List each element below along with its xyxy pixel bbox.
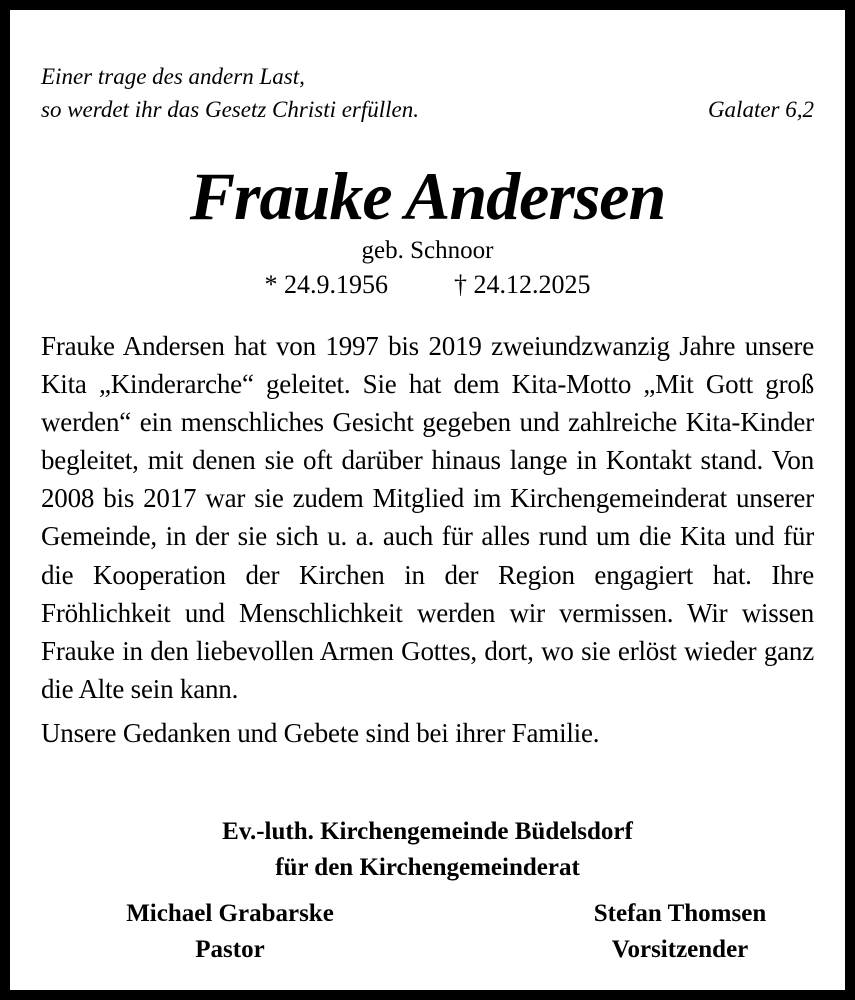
- signatory-role: Pastor: [195, 936, 265, 963]
- maiden-name: geb. Schnoor: [361, 237, 494, 264]
- life-dates: [10, 269, 845, 301]
- paragraph: Frauke Andersen hat von 1997 bis 2019 zweiundzwanzig Jahre unsere Kita „Kinderarche“ geleitet. Sie hat dem Kita-Motto „Mit Gott groß werden“ ein menschliches Gesicht gegeben und zahlreiche Kita-Kinder begleitet, mit denen sie oft darüber hinaus lange in Kontakt stand. Von 2008 bis 2017 war sie zudem Mitglied im Kirchengemeinderat unserer Gemeinde, in der sie sich u. a. auch für alles rund um die Kita und für die Kooperation der Kirchen in der Region engagiert hat. Ihre Fröhlichkeit und Menschlichkeit werden wir vermissen. Wir wissen Frauke in den liebevollen Armen Gottes, dort, wo sie erlöst wieder ganz die Alte sein kann.: [41, 331, 814, 704]
- organization-name: Ev.-luth. Kirchengemeinde Büdelsdorf: [222, 818, 633, 845]
- signatory-name: Stefan Thomsen: [593, 900, 767, 927]
- signatory-name: Michael Grabarske: [126, 900, 334, 927]
- signatory: [90, 896, 370, 968]
- paragraph: Unsere Gedanken und Gebete sind bei ihrer Familie.: [41, 717, 600, 748]
- birth-date: * 24.9.1956: [264, 270, 388, 299]
- verse-text: [41, 60, 419, 126]
- obituary-text: [41, 327, 814, 752]
- signatory: [530, 896, 830, 968]
- signatory-role: Vorsitzender: [611, 936, 749, 963]
- organization-block: [10, 814, 845, 886]
- verse-line: Einer trage des andern Last,: [41, 64, 305, 89]
- deceased-name: Frauke Andersen: [189, 158, 666, 234]
- organization-subline: für den Kirchengemeinderat: [275, 854, 580, 881]
- bible-verse: [41, 60, 814, 126]
- verse-line: so werdet ihr das Gesetz Christi erfüllen.: [41, 97, 420, 122]
- verse-reference: Galater 6,2: [707, 97, 814, 122]
- death-date: † 24.12.2025: [454, 270, 591, 299]
